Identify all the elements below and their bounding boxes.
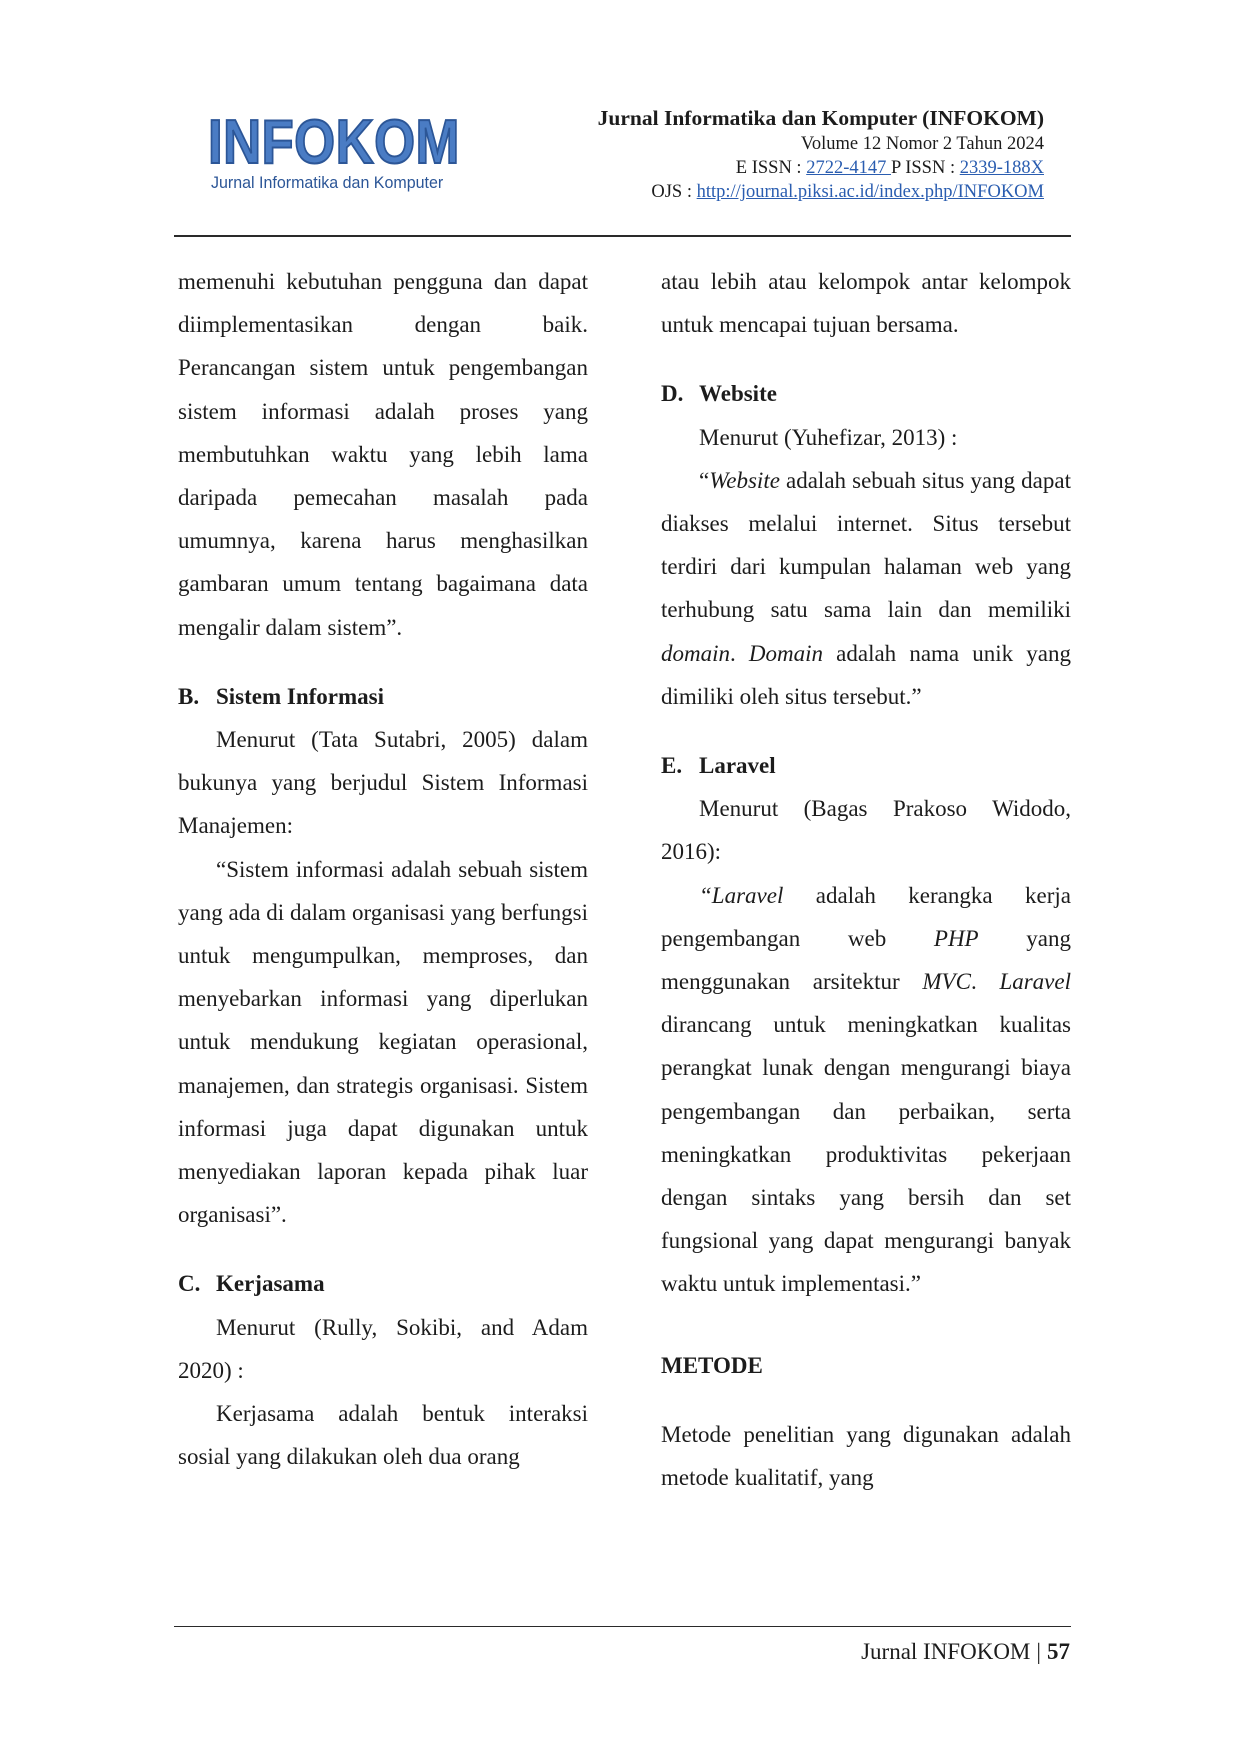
header-divider (174, 235, 1071, 237)
right-column (661, 260, 1071, 1499)
section-number: D. (661, 381, 684, 407)
section-heading-sistem-informasi (178, 675, 588, 718)
paragraph: memenuhi kebutuhan pengguna dan dapat diimplementasikan dengan baik. Perancangan sistem untuk pengembangan sistem informasi adalah proses yang membutuhkan waktu yang lebih lama daripada pemecahan masalah pada umumnya, karena harus menghasilkan gambaran umum tentang bagaimana data mengalir dalam sistem”. (178, 269, 588, 640)
paragraph: Kerjasama adalah bentuk interaksi sosial yang dilakukan oleh dua orang (178, 1401, 588, 1470)
issn-line (598, 156, 1044, 180)
journal-volume: Volume 12 Nomor 2 Tahun 2024 (800, 134, 1044, 154)
section-title: Kerjasama (216, 1271, 325, 1297)
section-number: E. (661, 753, 683, 779)
paragraph: Metode penelitian yang digunakan adalah metode kualitatif, yang (661, 1421, 1071, 1491)
p-issn-link[interactable]: 2339-188X (959, 158, 1044, 178)
italic-term: Laravel (999, 969, 1071, 995)
quote-text: adalah nama unik yang dimiliki oleh situs tersebut.” (661, 640, 1071, 709)
quote-paragraph: “Sistem informasi adalah sebuah sistem yang ada di dalam organisasi yang berfungsi untuk mengumpulkan, memproses, dan menyebarkan informasi yang diperlukan untuk mendukung kegiatan operasional, manajemen, dan strategis organisasi. Sistem informasi juga dapat digunakan untuk menyediakan laporan kepada pihak luar organisasi”. (178, 856, 588, 1228)
section-heading-website (661, 372, 1071, 415)
quote-paragraph (661, 459, 1071, 718)
paragraph: Menurut (Rully, Sokibi, and Adam 2020) : (178, 1314, 588, 1383)
footer-journal-name: Jurnal INFOKOM (861, 1639, 1031, 1664)
e-issn-label: E ISSN : (735, 158, 807, 178)
quote-paragraph (661, 874, 1071, 1306)
paragraph: atau lebih atau kelompok antar kelompok untuk mencapai tujuan bersama. (661, 269, 1071, 338)
quote-text: adalah kerangka kerja pengembangan web (661, 882, 1071, 951)
section-number: B. (178, 683, 200, 709)
section-number: C. (178, 1271, 201, 1297)
italic-term: Website (709, 467, 780, 493)
footer-divider (174, 1626, 1071, 1627)
quote-mark: “ (699, 467, 710, 493)
italic-term: domain (661, 640, 730, 666)
quote-text: . (970, 969, 1000, 995)
journal-title: Jurnal Informatika dan Komputer (INFOKOM) (597, 106, 1044, 130)
paragraph: Menurut (Bagas Prakoso Widodo, 2016): (661, 796, 1071, 865)
section-title: Laravel (699, 753, 776, 779)
section-title: Sistem Informasi (216, 683, 385, 709)
ojs-line (598, 180, 1044, 204)
italic-term: MVC (922, 969, 971, 995)
quote-text: dirancang untuk meningkatkan kualitas perangkat lunak dengan mengurangi biaya pengembangan dan perbaikan, serta meningkatkan produktivitas pekerjaan dengan sintaks yang bersih dan set fungsional yang dapat mengurangi banyak waktu untuk implementasi.” (661, 1012, 1071, 1297)
italic-term: “Laravel (699, 882, 784, 908)
paragraph: Menurut (Tata Sutabri, 2005) dalam bukunya yang berjudul Sistem Informasi Manajemen: (178, 727, 588, 839)
journal-header (598, 104, 1044, 204)
ojs-label: OJS : (651, 182, 697, 202)
left-column (178, 260, 588, 1478)
footer-separator: | (1036, 1639, 1041, 1664)
italic-term: PHP (933, 925, 979, 951)
journal-logo (208, 108, 460, 196)
page-number: 57 (1047, 1639, 1070, 1664)
section-heading-metode: METODE (661, 1352, 763, 1378)
paragraph: Menurut (Yuhefizar, 2013) : (699, 424, 958, 450)
e-issn-link[interactable]: 2722-4147 (806, 158, 891, 178)
italic-term: Domain (748, 640, 824, 666)
section-title: Website (699, 381, 777, 407)
section-heading-kerjasama (178, 1262, 588, 1305)
section-heading-laravel (661, 744, 1071, 787)
quote-text: adalah sebuah situs yang dapat diakses melalui internet. Situs tersebut terdiri dari kumpulan halaman web yang terhubung satu sama lain dan memiliki (661, 467, 1071, 623)
quote-text: yang menggunakan arsitektur (661, 925, 1071, 995)
page-footer (861, 1632, 1070, 1672)
quote-text: . (730, 640, 749, 666)
p-issn-label: P ISSN : (891, 158, 960, 178)
logo-wordmark: INFOKOM (208, 108, 460, 177)
ojs-link[interactable]: http://journal.piksi.ac.id/index.php/INFOKOM (696, 182, 1044, 202)
logo-subtitle: Jurnal Informatika dan Komputer (211, 174, 444, 192)
